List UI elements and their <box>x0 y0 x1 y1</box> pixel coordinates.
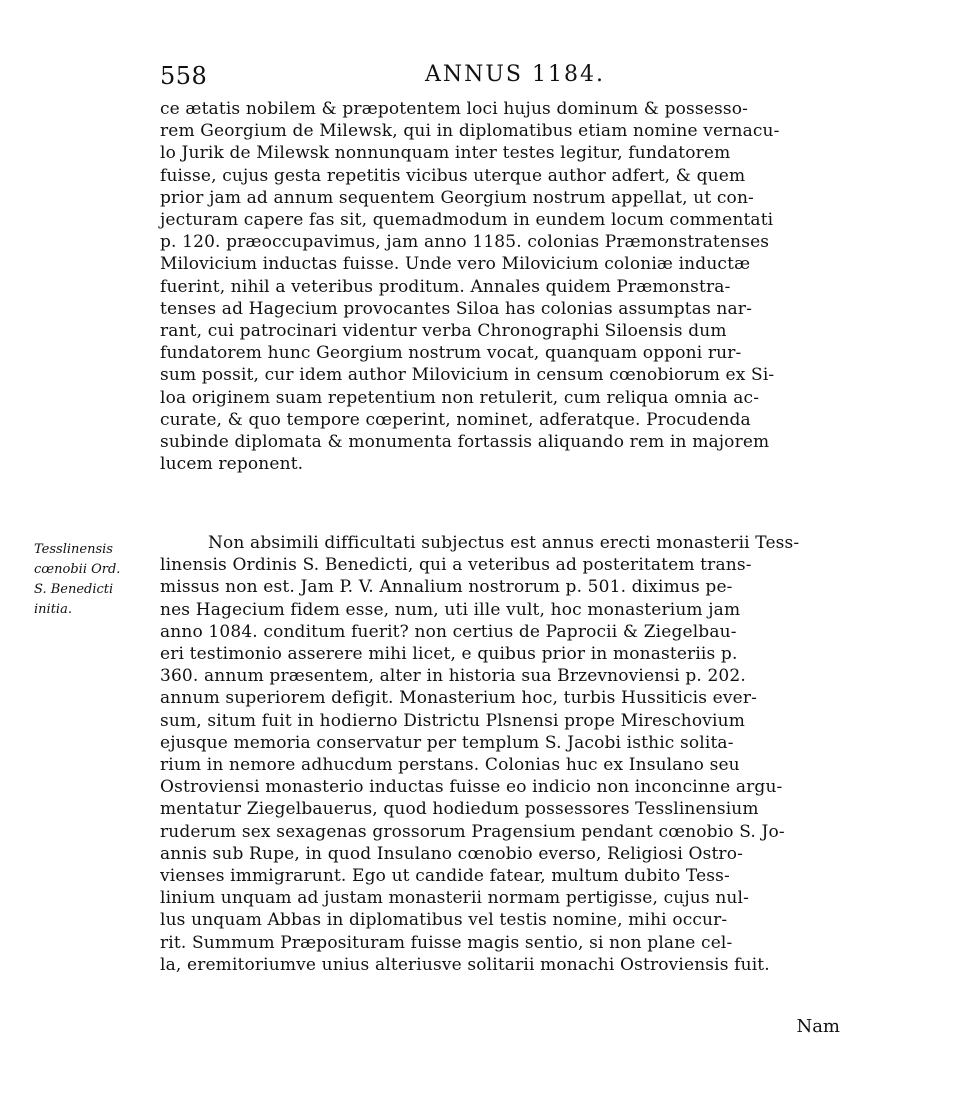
text-line: Non absimili difficultati subjectus est annus erecti monasterii Tess- <box>208 533 800 553</box>
text-line: fuerint, nihil a veteribus proditum. Annales quidem Præmonstra- <box>160 276 731 297</box>
running-title: ANNUS 1184. <box>425 62 605 87</box>
text-line: ejusque memoria conservatur per templum S. Jacobi isthic solita- <box>160 732 734 753</box>
text-line: loa originem suam repetentium non retulerit, cum reliqua omnia ac- <box>160 387 760 408</box>
text-line: la, eremitoriumve unius alteriusve solitarii monachi Ostroviensis fuit. <box>160 954 770 975</box>
text-line: rium in nemore adhucdum perstans. Colonias huc ex Insulano seu <box>160 755 740 776</box>
text-line: mentatur Ziegelbauerus, quod hodiedum possessores Tesslinensium <box>160 799 759 820</box>
marginal-note-line: Tesslinensis <box>34 542 113 557</box>
paragraph-2 <box>160 532 850 976</box>
text-line: p. 120. præoccupavimus, jam anno 1185. colonias Præmonstratenses <box>160 232 770 253</box>
text-line: annis sub Rupe, in quod Insulano cœnobio everso, Religiosi Ostro- <box>160 843 743 864</box>
text-line: sum, situm fuit in hodierno Districtu Plsnensi prope Mireschovium <box>160 710 745 731</box>
text-line: lo Jurik de Milewsk nonnunquam inter testes legitur, fundatorem <box>160 143 731 164</box>
text-line: rit. Summum Præposituram fuisse magis sentio, si non plane cel- <box>160 932 733 953</box>
paragraph-1 <box>160 98 850 475</box>
text-line: lus unquam Abbas in diplomatibus vel testis nomine, mihi occur- <box>160 910 728 931</box>
text-line: missus non est. Jam P. V. Annalium nostrorum p. 501. diximus pe- <box>160 577 733 598</box>
text-line: Milovicium inductas fuisse. Unde vero Milovicium coloniæ inductæ <box>160 254 751 275</box>
text-line: annum superiorem defigit. Monasterium hoc, turbis Hussiticis ever- <box>160 688 758 709</box>
text-line: fuisse, cujus gesta repetitis vicibus uterque author adfert, & quem <box>160 165 746 186</box>
text-line: curate, & quo tempore cœperint, nominet, adferatque. Procudenda <box>160 409 751 430</box>
text-line: rem Georgium de Milewsk, qui in diplomatibus etiam nomine vernacu- <box>160 121 780 142</box>
text-line: ruderum sex sexagenas grossorum Pragensium pendant cœnobio S. Jo- <box>160 821 785 842</box>
text-line: ce ætatis nobilem & præpotentem loci hujus dominum & possesso- <box>160 99 749 119</box>
text-line: linensis Ordinis S. Benedicti, qui a veteribus ad posteritatem trans- <box>160 555 752 576</box>
text-line: rant, cui patrocinari videntur verba Chronographi Siloensis dum <box>160 321 727 342</box>
text-line: eri testimonio asserere mihi licet, e quibus prior in monasteriis p. <box>160 644 738 665</box>
text-line: 360. annum præsentem, alter in historia sua Brzevnoviensi p. 202. <box>160 666 746 687</box>
marginal-note <box>34 540 146 620</box>
text-line: tenses ad Hagecium provocantes Siloa has colonias assumptas nar- <box>160 298 752 319</box>
text-line: Ostroviensi monasterio inductas fuisse eo indicio non inconcinne argu- <box>160 777 783 798</box>
catchword: Nam <box>796 1016 840 1037</box>
text-line: nes Hagecium fidem esse, num, uti ille vult, hoc monasterium jam <box>160 599 741 620</box>
text-line: linium unquam ad justam monasterii normam pertigisse, cujus nul- <box>160 888 749 909</box>
marginal-note-line: S. Benedicti <box>34 582 114 597</box>
text-line: vienses immigrarunt. Ego ut candide fatear, multum dubito Tess- <box>160 866 730 887</box>
text-line: subinde diplomata & monumenta fortassis aliquando rem in majorem <box>160 432 770 453</box>
text-line: jecturam capere fas sit, quemadmodum in eundem locum commentati <box>160 210 774 231</box>
page-number: 558 <box>160 62 208 90</box>
marginal-note-line: cœnobii Ord. <box>34 562 121 577</box>
text-line: lucem reponent. <box>160 454 304 475</box>
text-line: fundatorem hunc Georgium nostrum vocat, quanquam opponi rur- <box>160 343 742 364</box>
text-line: prior jam ad annum sequentem Georgium nostrum appellat, ut con- <box>160 187 754 208</box>
text-line: sum possit, cur idem author Milovicium in censum cœnobiorum ex Si- <box>160 365 775 386</box>
marginal-note-line: initia. <box>34 602 72 617</box>
running-head <box>160 62 860 94</box>
text-line: anno 1084. conditum fuerit? non certius de Paprocii & Ziegelbau- <box>160 621 737 642</box>
